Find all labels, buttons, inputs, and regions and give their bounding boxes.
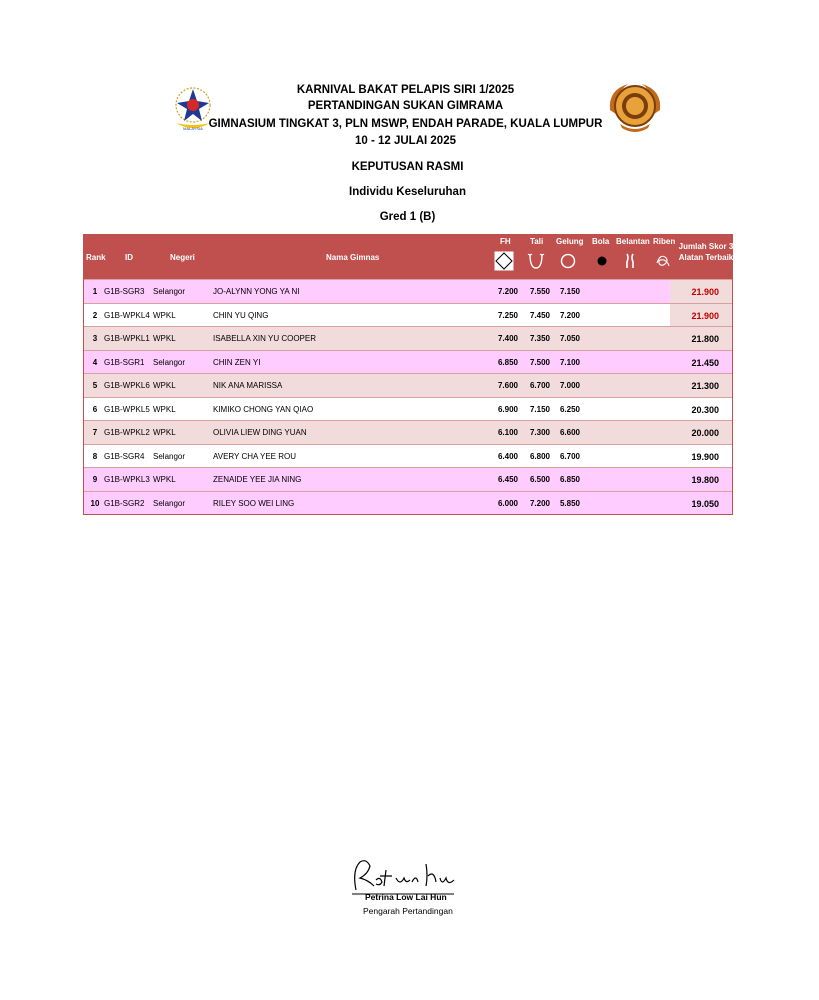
- gelung-score-cell: 7.100: [559, 357, 580, 367]
- total-score-value: 21.800: [691, 334, 719, 344]
- fh-score-cell: 6.850: [497, 357, 518, 367]
- gelung-score-cell: 7.000: [559, 381, 580, 390]
- total-score-value: 20.300: [691, 404, 719, 415]
- id-cell: G1B-WPKL5: [104, 404, 150, 414]
- fh-score-cell: 6.400: [497, 451, 518, 461]
- total-score-cell: [670, 280, 732, 303]
- competition-title: PERTANDINGAN SUKAN GIMRAMA: [307, 100, 504, 112]
- grade-title: Gred 1 (B): [379, 211, 436, 223]
- fh-score-cell: 7.250: [497, 310, 518, 320]
- total-score-cell: [670, 398, 732, 421]
- fh-diamond-icon: [494, 251, 514, 271]
- gymnast-name-cell: KIMIKO CHONG YAN QIAO: [213, 404, 314, 414]
- gymnast-name-cell: ISABELLA XIN YU COOPER: [213, 334, 317, 343]
- col-id: ID: [125, 253, 133, 262]
- tali-score-cell: 7.500: [529, 357, 550, 367]
- tali-score-cell: 7.450: [529, 310, 550, 320]
- table-row: [84, 326, 732, 350]
- total-score-value: 19.800: [691, 475, 719, 485]
- id-cell: G1B-WPKL4: [104, 310, 150, 320]
- category-title: Individu Keseluruhan: [349, 186, 466, 198]
- id-cell: G1B-WPKL3: [104, 475, 150, 484]
- negeri-cell: Selangor: [153, 287, 186, 296]
- col-tali: Tali: [530, 237, 544, 246]
- table-row: [84, 279, 732, 303]
- table-header: [84, 235, 732, 279]
- gymnast-name-cell: AVERY CHA YEE ROU: [213, 451, 296, 461]
- gymnast-name-cell: OLIVIA LIEW DING YUAN: [213, 428, 307, 437]
- table-row: [84, 397, 732, 421]
- negeri-cell: WPKL: [153, 475, 176, 484]
- event-title: KARNIVAL BAKAT PELAPIS SIRI 1/2025: [296, 84, 515, 96]
- fh-score-cell: 7.600: [497, 381, 518, 390]
- col-riben: Riben: [653, 237, 676, 246]
- tali-score-cell: 7.200: [529, 498, 550, 508]
- signatory-role: Pengarah Pertandingan: [363, 906, 453, 916]
- gelung-score-cell: 5.850: [559, 498, 580, 508]
- rank-cell: 7: [92, 428, 98, 437]
- tali-score-cell: 7.150: [529, 404, 550, 414]
- negeri-cell: Selangor: [153, 451, 186, 461]
- riben-ribbon-icon: [653, 251, 673, 271]
- table-row: [84, 420, 732, 444]
- tali-score-cell: 6.700: [529, 381, 550, 390]
- gymnast-name-cell: ZENAIDE YEE JIA NING: [213, 475, 302, 484]
- bola-ball-icon: [592, 251, 612, 271]
- rank-cell: 6: [92, 404, 98, 414]
- id-cell: G1B-WPKL2: [104, 428, 150, 437]
- gelung-score-cell: 7.150: [559, 287, 580, 296]
- venue: GIMNASIUM TINGKAT 3, PLN MSWP, ENDAH PARADE, KUALA LUMPUR: [208, 118, 603, 130]
- tali-score-cell: 6.500: [529, 475, 550, 484]
- negeri-cell: Selangor: [153, 498, 186, 508]
- rank-cell: 3: [92, 334, 98, 343]
- id-cell: G1B-WPKL6: [104, 381, 150, 390]
- signatory-name: Petrina Low Lai Hun: [365, 892, 447, 902]
- fh-score-cell: 6.100: [497, 428, 518, 437]
- gymnast-name-cell: NIK ANA MARISSA: [213, 381, 283, 390]
- col-rank: Rank: [86, 253, 106, 262]
- total-score-value: 19.050: [691, 498, 719, 509]
- negeri-cell: WPKL: [153, 310, 176, 320]
- rank-cell: 9: [92, 475, 98, 484]
- col-fh: FH: [500, 237, 511, 246]
- total-score-cell: [670, 421, 732, 444]
- result-title: KEPUTUSAN RASMI: [351, 161, 464, 173]
- fh-score-cell: 6.900: [497, 404, 518, 414]
- total-score-value: 21.900: [691, 310, 719, 321]
- col-belantan: Belantan: [616, 237, 650, 246]
- fh-score-cell: 7.400: [497, 334, 518, 343]
- tali-score-cell: 7.550: [529, 287, 550, 296]
- total-score-value: 21.450: [691, 357, 719, 368]
- rank-cell: 8: [92, 451, 98, 461]
- total-score-value: 20.000: [691, 428, 719, 438]
- id-cell: G1B-SGR3: [104, 287, 145, 296]
- gymnast-name-cell: CHIN ZEN YI: [213, 357, 261, 367]
- tali-score-cell: 6.800: [529, 451, 550, 461]
- event-dates: 10 - 12 JULAI 2025: [354, 135, 456, 147]
- total-score-value: 19.900: [691, 451, 719, 462]
- id-cell: G1B-WPKL1: [104, 334, 150, 343]
- gymnast-name-cell: CHIN YU QING: [213, 310, 269, 320]
- table-row: [84, 373, 732, 397]
- tali-score-cell: 7.350: [529, 334, 550, 343]
- rank-cell: 10: [90, 498, 100, 508]
- total-score-cell: [670, 374, 732, 397]
- rank-cell: 2: [92, 310, 98, 320]
- negeri-cell: WPKL: [153, 334, 176, 343]
- gelung-hoop-icon: [558, 251, 578, 271]
- col-bola: Bola: [592, 237, 610, 246]
- gelung-score-cell: 7.050: [559, 334, 580, 343]
- gelung-score-cell: 6.850: [559, 475, 580, 484]
- table-row: [84, 444, 732, 468]
- belantan-clubs-icon: [620, 251, 640, 271]
- table-body: [84, 279, 732, 514]
- col-negeri: Negeri: [170, 253, 195, 262]
- total-score-value: 21.300: [691, 381, 719, 391]
- tali-rope-icon: [526, 251, 546, 271]
- gelung-score-cell: 6.600: [559, 428, 580, 437]
- rank-cell: 4: [92, 357, 98, 367]
- gelung-score-cell: 6.700: [559, 451, 580, 461]
- fh-score-cell: 6.000: [497, 498, 518, 508]
- id-cell: G1B-SGR2: [104, 498, 145, 508]
- fh-score-cell: 6.450: [497, 475, 518, 484]
- total-score-cell: [670, 492, 732, 515]
- total-score-cell: [670, 304, 732, 327]
- gymnast-name-cell: RILEY SOO WEI LING: [213, 498, 295, 508]
- negeri-cell: Selangor: [153, 357, 186, 367]
- gelung-score-cell: 6.250: [559, 404, 580, 414]
- table-row: [84, 303, 732, 327]
- svg-text:MALAYSIA: MALAYSIA: [183, 126, 203, 131]
- col-name: Nama Gimnas: [326, 253, 380, 262]
- id-cell: G1B-SGR1: [104, 357, 145, 367]
- gymnast-name-cell: JO-ALYNN YONG YA NI: [213, 287, 300, 296]
- col-gelung: Gelung: [556, 237, 584, 246]
- results-table: [83, 234, 733, 515]
- total-score-cell: [670, 445, 732, 468]
- id-cell: G1B-SGR4: [104, 451, 145, 461]
- tali-score-cell: 7.300: [529, 428, 550, 437]
- table-row: [84, 467, 732, 491]
- negeri-cell: WPKL: [153, 428, 176, 437]
- negeri-cell: WPKL: [153, 381, 176, 390]
- table-row: [84, 491, 732, 515]
- total-score-cell: [670, 468, 732, 491]
- table-row: [84, 350, 732, 374]
- fh-score-cell: 7.200: [497, 287, 518, 296]
- total-score-value: 21.900: [691, 287, 719, 297]
- rank-cell: 5: [92, 381, 98, 390]
- negeri-cell: WPKL: [153, 404, 176, 414]
- col-total: Jumlah Skor 3 Alatan Terbaik: [678, 242, 734, 262]
- rank-cell: 1: [92, 287, 98, 296]
- gelung-score-cell: 7.200: [559, 310, 580, 320]
- total-score-cell: [670, 351, 732, 374]
- total-score-cell: [670, 327, 732, 350]
